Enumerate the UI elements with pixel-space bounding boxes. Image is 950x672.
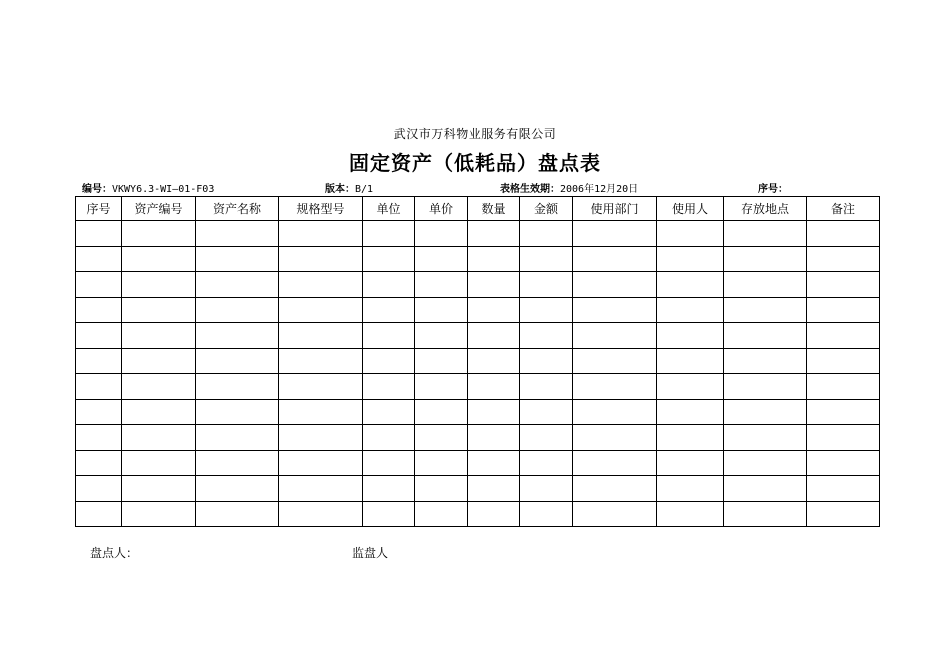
table-cell: [196, 450, 279, 476]
table-cell: [520, 348, 573, 374]
table-cell: [724, 272, 807, 298]
table-cell: [520, 374, 573, 400]
document-title: 固定资产（低耗品）盘点表: [349, 151, 601, 175]
table-cell: [468, 501, 520, 527]
table-cell: [279, 272, 363, 298]
table-cell: [520, 501, 573, 527]
table-cell: [415, 323, 468, 349]
table-cell: [468, 450, 520, 476]
table-cell: [415, 348, 468, 374]
table-cell: [122, 272, 196, 298]
table-cell: [415, 476, 468, 502]
table-cell: [279, 374, 363, 400]
table-cell: [279, 425, 363, 451]
table-cell: [76, 501, 122, 527]
table-cell: [573, 425, 657, 451]
counter-signature-label: 盘点人：: [90, 546, 139, 560]
table-cell: [122, 399, 196, 425]
table-row: [76, 374, 880, 400]
table-row: [76, 425, 880, 451]
supervisor-signature-label: 监盘人: [352, 546, 389, 560]
table-cell: [76, 221, 122, 247]
table-cell: [76, 246, 122, 272]
table-cell: [520, 399, 573, 425]
table-cell: [76, 297, 122, 323]
table-row: [76, 272, 880, 298]
table-cell: [520, 476, 573, 502]
table-cell: [279, 476, 363, 502]
table-cell: [122, 246, 196, 272]
table-cell: [122, 221, 196, 247]
table-cell: [415, 246, 468, 272]
table-cell: [573, 323, 657, 349]
table-cell: [363, 272, 415, 298]
table-cell: [76, 272, 122, 298]
table-cell: [807, 221, 880, 247]
table-cell: [415, 399, 468, 425]
table-cell: [520, 221, 573, 247]
table-cell: [415, 297, 468, 323]
table-cell: [657, 476, 724, 502]
table-cell: [520, 450, 573, 476]
table-cell: [657, 374, 724, 400]
table-cell: [415, 221, 468, 247]
table-cell: [468, 399, 520, 425]
table-cell: [415, 501, 468, 527]
serial-number: [758, 180, 788, 195]
table-cell: [279, 348, 363, 374]
table-cell: [468, 374, 520, 400]
table-cell: [279, 246, 363, 272]
table-cell: [724, 348, 807, 374]
table-cell: [807, 399, 880, 425]
table-cell: [657, 425, 724, 451]
table-cell: [468, 297, 520, 323]
table-cell: [363, 425, 415, 451]
table-cell: [807, 476, 880, 502]
table-cell: [724, 246, 807, 272]
table-cell: [279, 297, 363, 323]
header-user: 使用人: [657, 197, 724, 221]
document-version-label: 版本：: [325, 184, 355, 195]
table-cell: [363, 348, 415, 374]
document-code-label: 编号：: [82, 184, 112, 195]
table-row: [76, 221, 880, 247]
table-cell: [279, 221, 363, 247]
table-cell: [807, 348, 880, 374]
table-cell: [807, 425, 880, 451]
header-spec-model: 规格型号: [279, 197, 363, 221]
table-cell: [520, 425, 573, 451]
table-cell: [468, 323, 520, 349]
table-cell: [657, 399, 724, 425]
table-cell: [122, 476, 196, 502]
table-cell: [520, 246, 573, 272]
table-cell: [76, 399, 122, 425]
table-cell: [122, 425, 196, 451]
table-cell: [415, 450, 468, 476]
table-cell: [76, 348, 122, 374]
table-cell: [196, 476, 279, 502]
table-cell: [468, 348, 520, 374]
table-cell: [468, 476, 520, 502]
table-cell: [573, 374, 657, 400]
table-cell: [807, 374, 880, 400]
header-remarks: 备注: [807, 197, 880, 221]
document-version: [325, 180, 373, 195]
table-cell: [363, 323, 415, 349]
header-serial: 序号: [76, 197, 122, 221]
table-body: [76, 221, 880, 527]
header-location: 存放地点: [724, 197, 807, 221]
table-cell: [468, 425, 520, 451]
table-cell: [415, 374, 468, 400]
header-amount: 金额: [520, 197, 573, 221]
table-cell: [363, 450, 415, 476]
table-cell: [363, 246, 415, 272]
table-cell: [520, 297, 573, 323]
header-department: 使用部门: [573, 197, 657, 221]
table-row: [76, 323, 880, 349]
table-cell: [196, 348, 279, 374]
table-cell: [724, 297, 807, 323]
table-cell: [196, 374, 279, 400]
table-cell: [196, 425, 279, 451]
table-cell: [279, 501, 363, 527]
table-cell: [724, 323, 807, 349]
table-cell: [76, 323, 122, 349]
table-cell: [657, 501, 724, 527]
table-cell: [657, 323, 724, 349]
table-cell: [196, 323, 279, 349]
effective-date-value: 2006年12月20日: [560, 184, 639, 195]
table-cell: [657, 450, 724, 476]
table-row: [76, 297, 880, 323]
table-cell: [363, 221, 415, 247]
table-row: [76, 476, 880, 502]
table-cell: [657, 272, 724, 298]
table-cell: [196, 399, 279, 425]
table-row: [76, 450, 880, 476]
header-quantity: 数量: [468, 197, 520, 221]
effective-date-label: 表格生效期：: [500, 184, 560, 195]
table-cell: [122, 374, 196, 400]
table-cell: [415, 272, 468, 298]
table-cell: [279, 323, 363, 349]
table-cell: [573, 246, 657, 272]
table-cell: [76, 450, 122, 476]
table-cell: [122, 450, 196, 476]
table-cell: [807, 246, 880, 272]
table-cell: [807, 297, 880, 323]
table-cell: [724, 221, 807, 247]
table-cell: [363, 297, 415, 323]
table-cell: [363, 399, 415, 425]
header-asset-name: 资产名称: [196, 197, 279, 221]
table-cell: [468, 272, 520, 298]
table-cell: [520, 272, 573, 298]
table-row: [76, 348, 880, 374]
company-name: 武汉市万科物业服务有限公司: [393, 127, 557, 141]
table-cell: [122, 297, 196, 323]
table-cell: [196, 501, 279, 527]
table-cell: [196, 246, 279, 272]
table-cell: [196, 297, 279, 323]
table-cell: [573, 348, 657, 374]
table-cell: [657, 348, 724, 374]
effective-date: [500, 180, 638, 195]
table-row: [76, 399, 880, 425]
table-cell: [196, 221, 279, 247]
table-cell: [76, 374, 122, 400]
table-cell: [807, 450, 880, 476]
table-cell: [76, 476, 122, 502]
table-cell: [468, 246, 520, 272]
table-cell: [657, 297, 724, 323]
table-cell: [724, 425, 807, 451]
table-cell: [122, 348, 196, 374]
table-cell: [363, 374, 415, 400]
inventory-table: [75, 196, 880, 527]
table-cell: [573, 221, 657, 247]
table-cell: [363, 476, 415, 502]
table-cell: [807, 272, 880, 298]
table-cell: [573, 476, 657, 502]
table-cell: [807, 323, 880, 349]
header-unit-price: 单价: [415, 197, 468, 221]
table-cell: [196, 272, 279, 298]
table-cell: [573, 399, 657, 425]
table-cell: [363, 501, 415, 527]
table-cell: [724, 450, 807, 476]
table-cell: [724, 501, 807, 527]
table-cell: [573, 297, 657, 323]
table-row: [76, 501, 880, 527]
table-cell: [724, 476, 807, 502]
table-cell: [468, 221, 520, 247]
header-asset-code: 资产编号: [122, 197, 196, 221]
table-cell: [520, 323, 573, 349]
table-cell: [415, 425, 468, 451]
document-code-value: VKWY6.3-WI—01-F03: [112, 184, 215, 195]
table-row: [76, 246, 880, 272]
table-cell: [279, 399, 363, 425]
table-cell: [573, 501, 657, 527]
serial-number-label: 序号：: [758, 184, 788, 195]
document-version-value: B/1: [355, 184, 374, 195]
table-cell: [657, 221, 724, 247]
table-cell: [122, 323, 196, 349]
table-cell: [657, 246, 724, 272]
table-cell: [807, 501, 880, 527]
table-cell: [573, 272, 657, 298]
table-cell: [122, 501, 196, 527]
table-cell: [573, 450, 657, 476]
table-cell: [279, 450, 363, 476]
table-cell: [76, 425, 122, 451]
table-cell: [724, 374, 807, 400]
table-cell: [724, 399, 807, 425]
document-code: [82, 180, 214, 195]
header-unit: 单位: [363, 197, 415, 221]
table-header-row: [76, 197, 880, 221]
